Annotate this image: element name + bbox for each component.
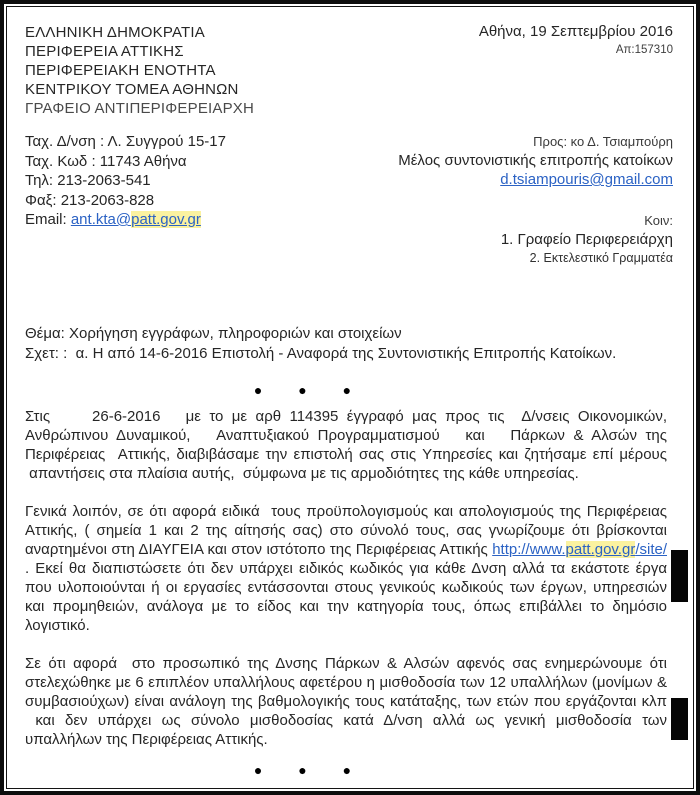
paragraph-2-text-pre: Γενικά λοιπόν, σε ότι αφορά ειδικά τους προϋπολογισμούς και απολογισμούς της Περιφέρειας Αττικής, ( σημεία 1 και 2 της αίτησής σας) στο σύνολό τους, σας γνωρίζουμε ότι βρίσκονται αναρτημένοι στη ΔΙΑΥΓΕΙΑ και στον ιστότοπο της Περιφέρειας Αττικής — [25, 503, 667, 558]
protocol-number: Απ:157310 — [615, 44, 673, 56]
sender-email-highlight: patt.gov.gr — [131, 211, 201, 228]
patt-link-suffix: /site/ — [635, 541, 667, 558]
subject-thema-line: Θέμα: Χορήγηση εγγράφων, πληροφοριών και στοιχείων — [25, 325, 402, 342]
recipient-column — [398, 132, 673, 268]
sender-line-unit: ΠΕΡΙΦΕΡΕΙΑΚΗ ΕΝΟΤΗΤΑ — [25, 62, 216, 79]
recipient-role-line: Μέλος συντονιστικής επιτροπής κατοίκων — [398, 152, 673, 169]
redaction-bar-lower — [671, 698, 688, 740]
contact-tel: Τηλ: 213-2063-541 — [25, 172, 151, 189]
patt-link-highlight: patt.gov.gr — [565, 541, 636, 558]
cc-item-governor-office: 1. Γραφείο Περιφερειάρχη — [500, 231, 673, 248]
recipient-to-line: Προς: κο Δ. Τσιαμπούρη — [533, 134, 673, 149]
separator-dots-top: ● ● ● — [253, 382, 353, 398]
letter-header — [25, 23, 673, 118]
date-block — [479, 23, 673, 56]
recipient-block — [398, 132, 673, 189]
letter-inner-frame — [6, 6, 694, 789]
sender-line-republic: ΕΛΛΗΝΙΚΗ ΔΗΜΟΚΡΑΤΙΑ — [25, 24, 205, 41]
body-paragraph-1: Στις 26-6-2016 με το με αρθ 114395 έγγραφό μας προς τις Δ/νσεις Οικονομικών, Ανθρώπινου Δυναμικού, Αναπτυξιακού Προγραμματισμού και Πάρκων & Αλσών της Περιφέρειας Αττικής, διαβιβάσαμε την επιστολή σας στις Υπηρεσίες και ζητήσαμε επί μέρους απαντήσεις στα πλαίσια αυτής, σύμφωνα με τις αρμοδιότητες της κάθε υπηρεσίας. — [25, 408, 667, 482]
separator-dots-bottom: ● ● ● — [253, 762, 353, 778]
contact-block — [25, 132, 226, 268]
cc-label: Κοιν: — [644, 213, 673, 228]
redaction-bar-upper — [671, 550, 688, 602]
subject-block — [25, 324, 673, 364]
date-line: Αθήνα, 19 Σεπτεμβρίου 2016 — [478, 23, 673, 40]
paragraph-2-text-post: . Εκεί θα διαπιστώσετε ότι δεν υπάρχει ειδικός κωδικός για κάθε Δνση αλλά τα εκάστοτε έργα που υλοποιούνται ή οι εργασίες εντάσσονται στους γενικούς κωδικούς των έργων, υπηρεσιών και προμηθειών, ανάλογα με το είδος και την κατηγορία τους, όπως επιβάλλει το δημόσιο λογιστικό. — [25, 560, 667, 634]
sender-line-office: ΓΡΑΦΕΙΟ ΑΝΤΙΠΕΡΙΦΕΡΕΙΑΡΧΗ — [25, 100, 255, 117]
contact-email-line — [25, 210, 226, 230]
contact-postal: Ταχ. Κωδ : 11743 Αθήνα — [25, 152, 187, 170]
address-row — [25, 132, 673, 268]
sender-block — [25, 23, 254, 118]
contact-address: Ταχ. Δ/νση : Λ. Συγγρού 15-17 — [25, 133, 226, 150]
sender-email-prefix: ant.kta@ — [70, 211, 132, 228]
body-paragraph-2 — [25, 502, 667, 635]
cc-block — [398, 211, 673, 268]
sender-line-region: ΠΕΡΙΦΕΡΕΙΑ ΑΤΤΙΚΗΣ — [25, 43, 184, 60]
contact-email-label: Email: — [25, 211, 71, 228]
recipient-email-link[interactable]: d.tsiampouris@gmail.com — [500, 171, 673, 188]
recipient-email-line — [398, 170, 673, 189]
body-paragraph-3: Σε ότι αφορά στο προσωπικό της Δνσης Πάρκων & Αλσών αφενός σας ενημερώνουμε ότι στελεχώθηκε με 6 επιπλέον υπαλλήλους αφετέρου η μισθοδοσία των 12 υπαλλήλων (μονίμων & συμβασιούχων) είναι ανάλογη της βαθμολογικής τους κατάταξης, των ετών που εργάζονται κλπ και δεν υπάρχει ως σύνολο μισθοδοσίας κατά Δ/νση αλλά ως γενική μισθοδοσία των υπαλλήλων της Περιφέρειας Αττικής. — [25, 655, 667, 748]
sender-email-link[interactable] — [71, 211, 201, 228]
sender-line-sector: ΚΕΝΤΡΙΚΟΥ ΤΟΜΕΑ ΑΘΗΝΩΝ — [25, 81, 239, 98]
contact-fax: Φαξ: 213-2063-828 — [25, 191, 155, 209]
subject-schet-line: Σχετ: : α. Η από 14-6-2016 Επιστολή - Αναφορά της Συντονιστικής Επιτροπής Κατοίκων. — [25, 345, 617, 362]
cc-item-executive-secretary: 2. Εκτελεστικό Γραμματέα — [529, 251, 673, 265]
patt-link-prefix: http://www. — [492, 541, 566, 558]
patt-website-link[interactable] — [492, 541, 667, 558]
